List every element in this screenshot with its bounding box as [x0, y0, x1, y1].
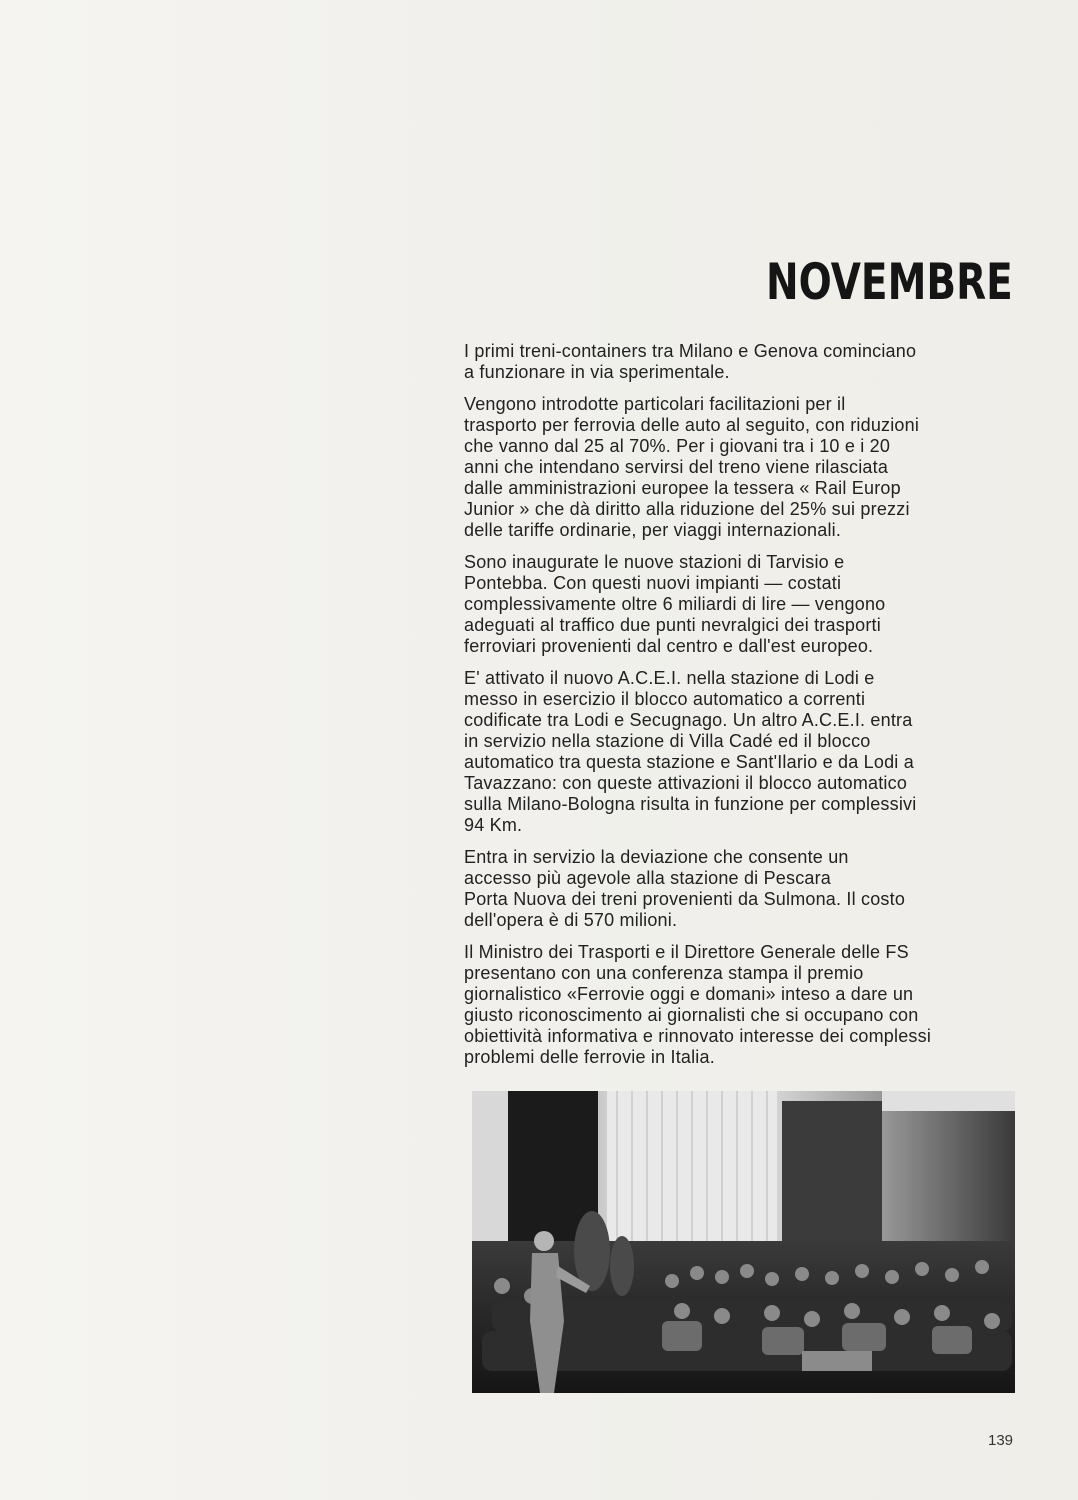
press-conference-photo [472, 1091, 1015, 1393]
article-body [464, 341, 1004, 1079]
paragraph-1: I primi treni-containers tra Milano e Genova cominciano a funzionare in via sperimentale. [464, 341, 917, 382]
paragraph-3: Sono inaugurate le nuove stazioni di Tarvisio e Pontebba. Con questi nuovi impianti — costati complessivamente oltre 6 miliardi di lire — vengono adeguati al traffico due punti nevralgici dei trasporti ferroviari provenienti dal centro e dall'est europeo. [464, 552, 886, 656]
photo-illustration [472, 1091, 1015, 1393]
month-heading: NOVEMBRE [766, 253, 1013, 311]
paragraph-6: Il Ministro dei Trasporti e il Direttore Generale delle FS presentano con una conferenza stampa il premio giornalistico «Ferrovie oggi e domani» inteso a dare un giusto riconoscimento ai giornalisti che si occupano con obiettività informativa e rinnovato interesse dei complessi problemi delle ferrovie in Italia. [464, 942, 932, 1067]
paragraph-5: Entra in servizio la deviazione che consente un accesso più agevole alla stazione di Pescara Porta Nuova dei treni provenienti da Sulmona. Il costo dell'opera è di 570 milioni. [464, 847, 906, 930]
paragraph-4: E' attivato il nuovo A.C.E.I. nella stazione di Lodi e messo in esercizio il blocco automatico a correnti codificate tra Lodi e Secugnago. Un altro A.C.E.I. entra in servizio nella stazione di Villa Cadé ed il blocco automatico tra questa stazione e Sant'Ilario e da Lodi a Tavazzano: con queste attivazioni il blocco automatico sulla Milano-Bologna risulta in funzione per complessivi 94 Km. [464, 668, 917, 835]
page-number: 139 [988, 1432, 1014, 1449]
paragraph-2: Vengono introdotte particolari facilitazioni per il trasporto per ferrovia delle auto al seguito, con riduzioni che vanno dal 25 al 70%. Per i giovani tra i 10 e i 20 anni che intendano servirsi del treno viene rilasciata dalle amministrazioni europee la tessera « Rail Europ Junior » che dà diritto alla riduzione del 25% sui prezzi delle tariffe ordinarie, per viaggi internazionali. [464, 394, 920, 540]
